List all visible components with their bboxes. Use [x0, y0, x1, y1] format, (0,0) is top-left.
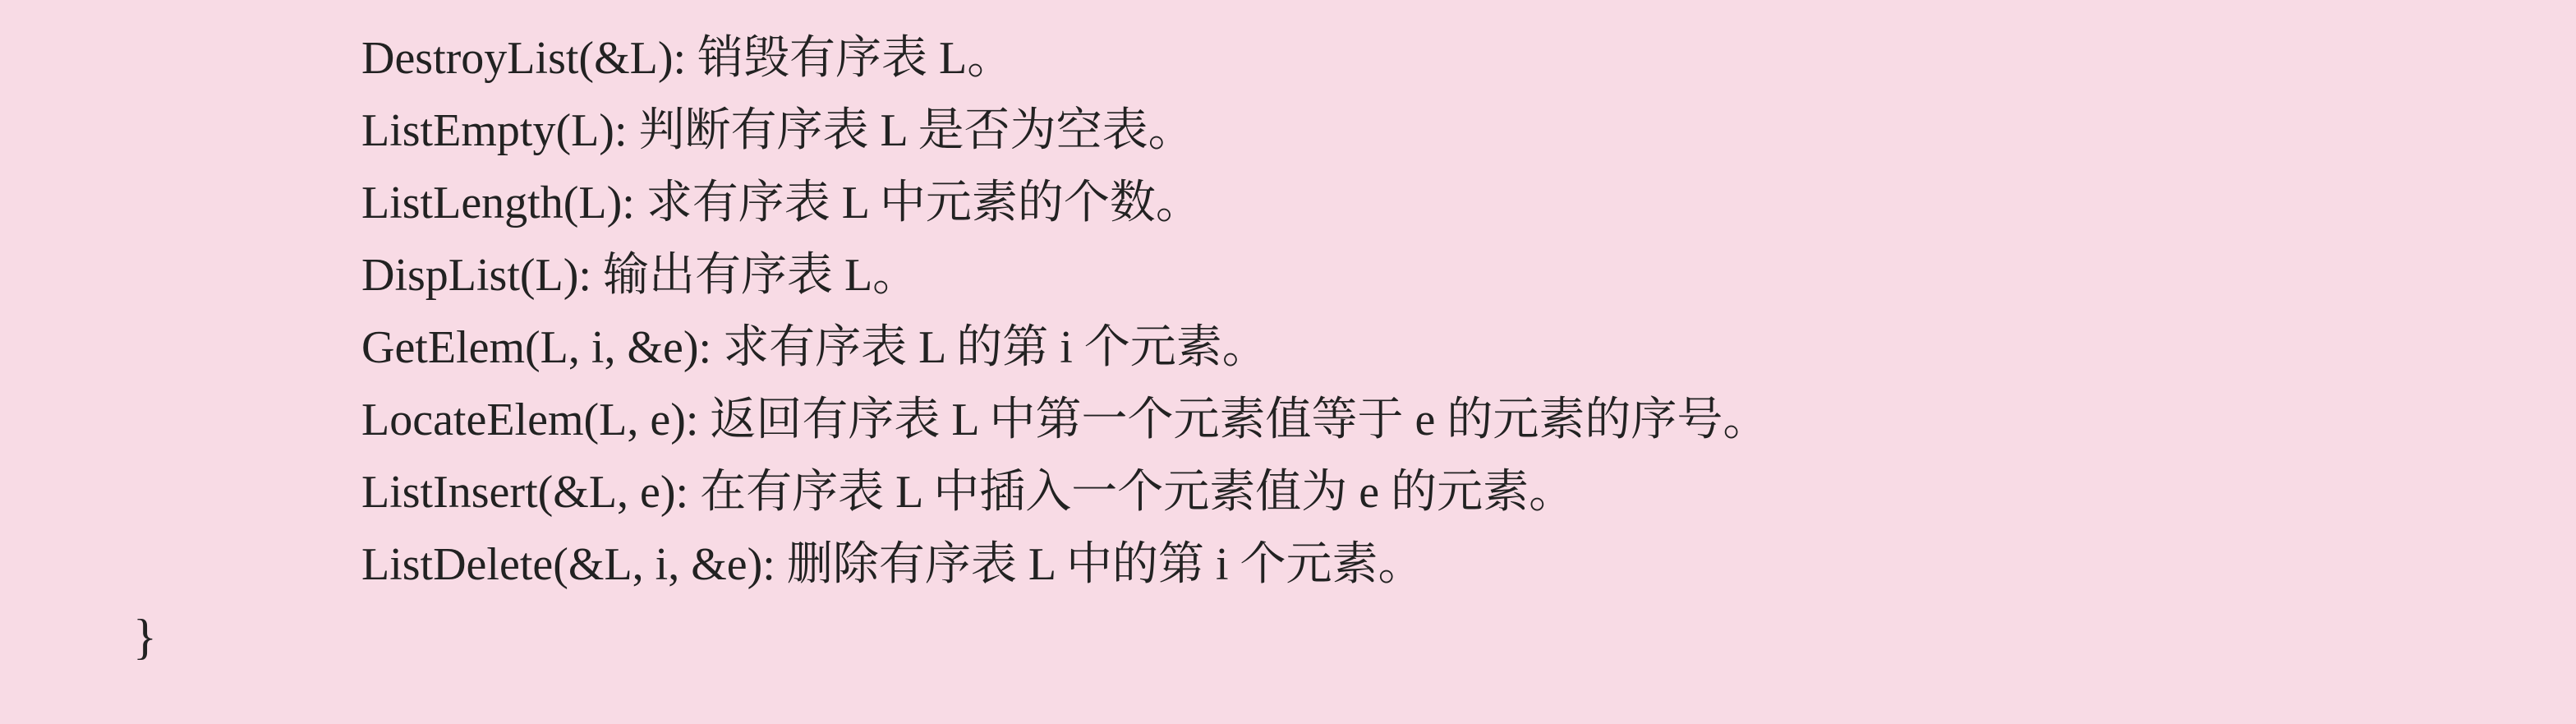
- operation-line-get-elem: GetElem(L, i, &e): 求有序表 L 的第 i 个元素。: [361, 322, 1268, 373]
- operation-line-list-insert: ListInsert(&L, e): 在有序表 L 中插入一个元素值为 e 的元素。: [361, 467, 1576, 518]
- operation-line-list-length: ListLength(L): 求有序表 L 中元素的个数。: [361, 178, 1202, 228]
- operation-line-list-delete: ListDelete(&L, i, &e): 删除有序表 L 中的第 i 个元素。: [361, 539, 1424, 590]
- operation-line-destroy-list: DestroyList(&L): 销毁有序表 L。: [361, 33, 1014, 84]
- operation-line-disp-list: DispList(L): 输出有序表 L。: [361, 250, 919, 301]
- operation-line-locate-elem: LocateElem(L, e): 返回有序表 L 中第一个元素值等于 e 的元素的序号。: [361, 394, 1769, 445]
- closing-brace: }: [133, 610, 157, 664]
- operation-list: [361, 28, 2497, 595]
- operation-line-list-empty: ListEmpty(L): 判断有序表 L 是否为空表。: [361, 105, 1194, 156]
